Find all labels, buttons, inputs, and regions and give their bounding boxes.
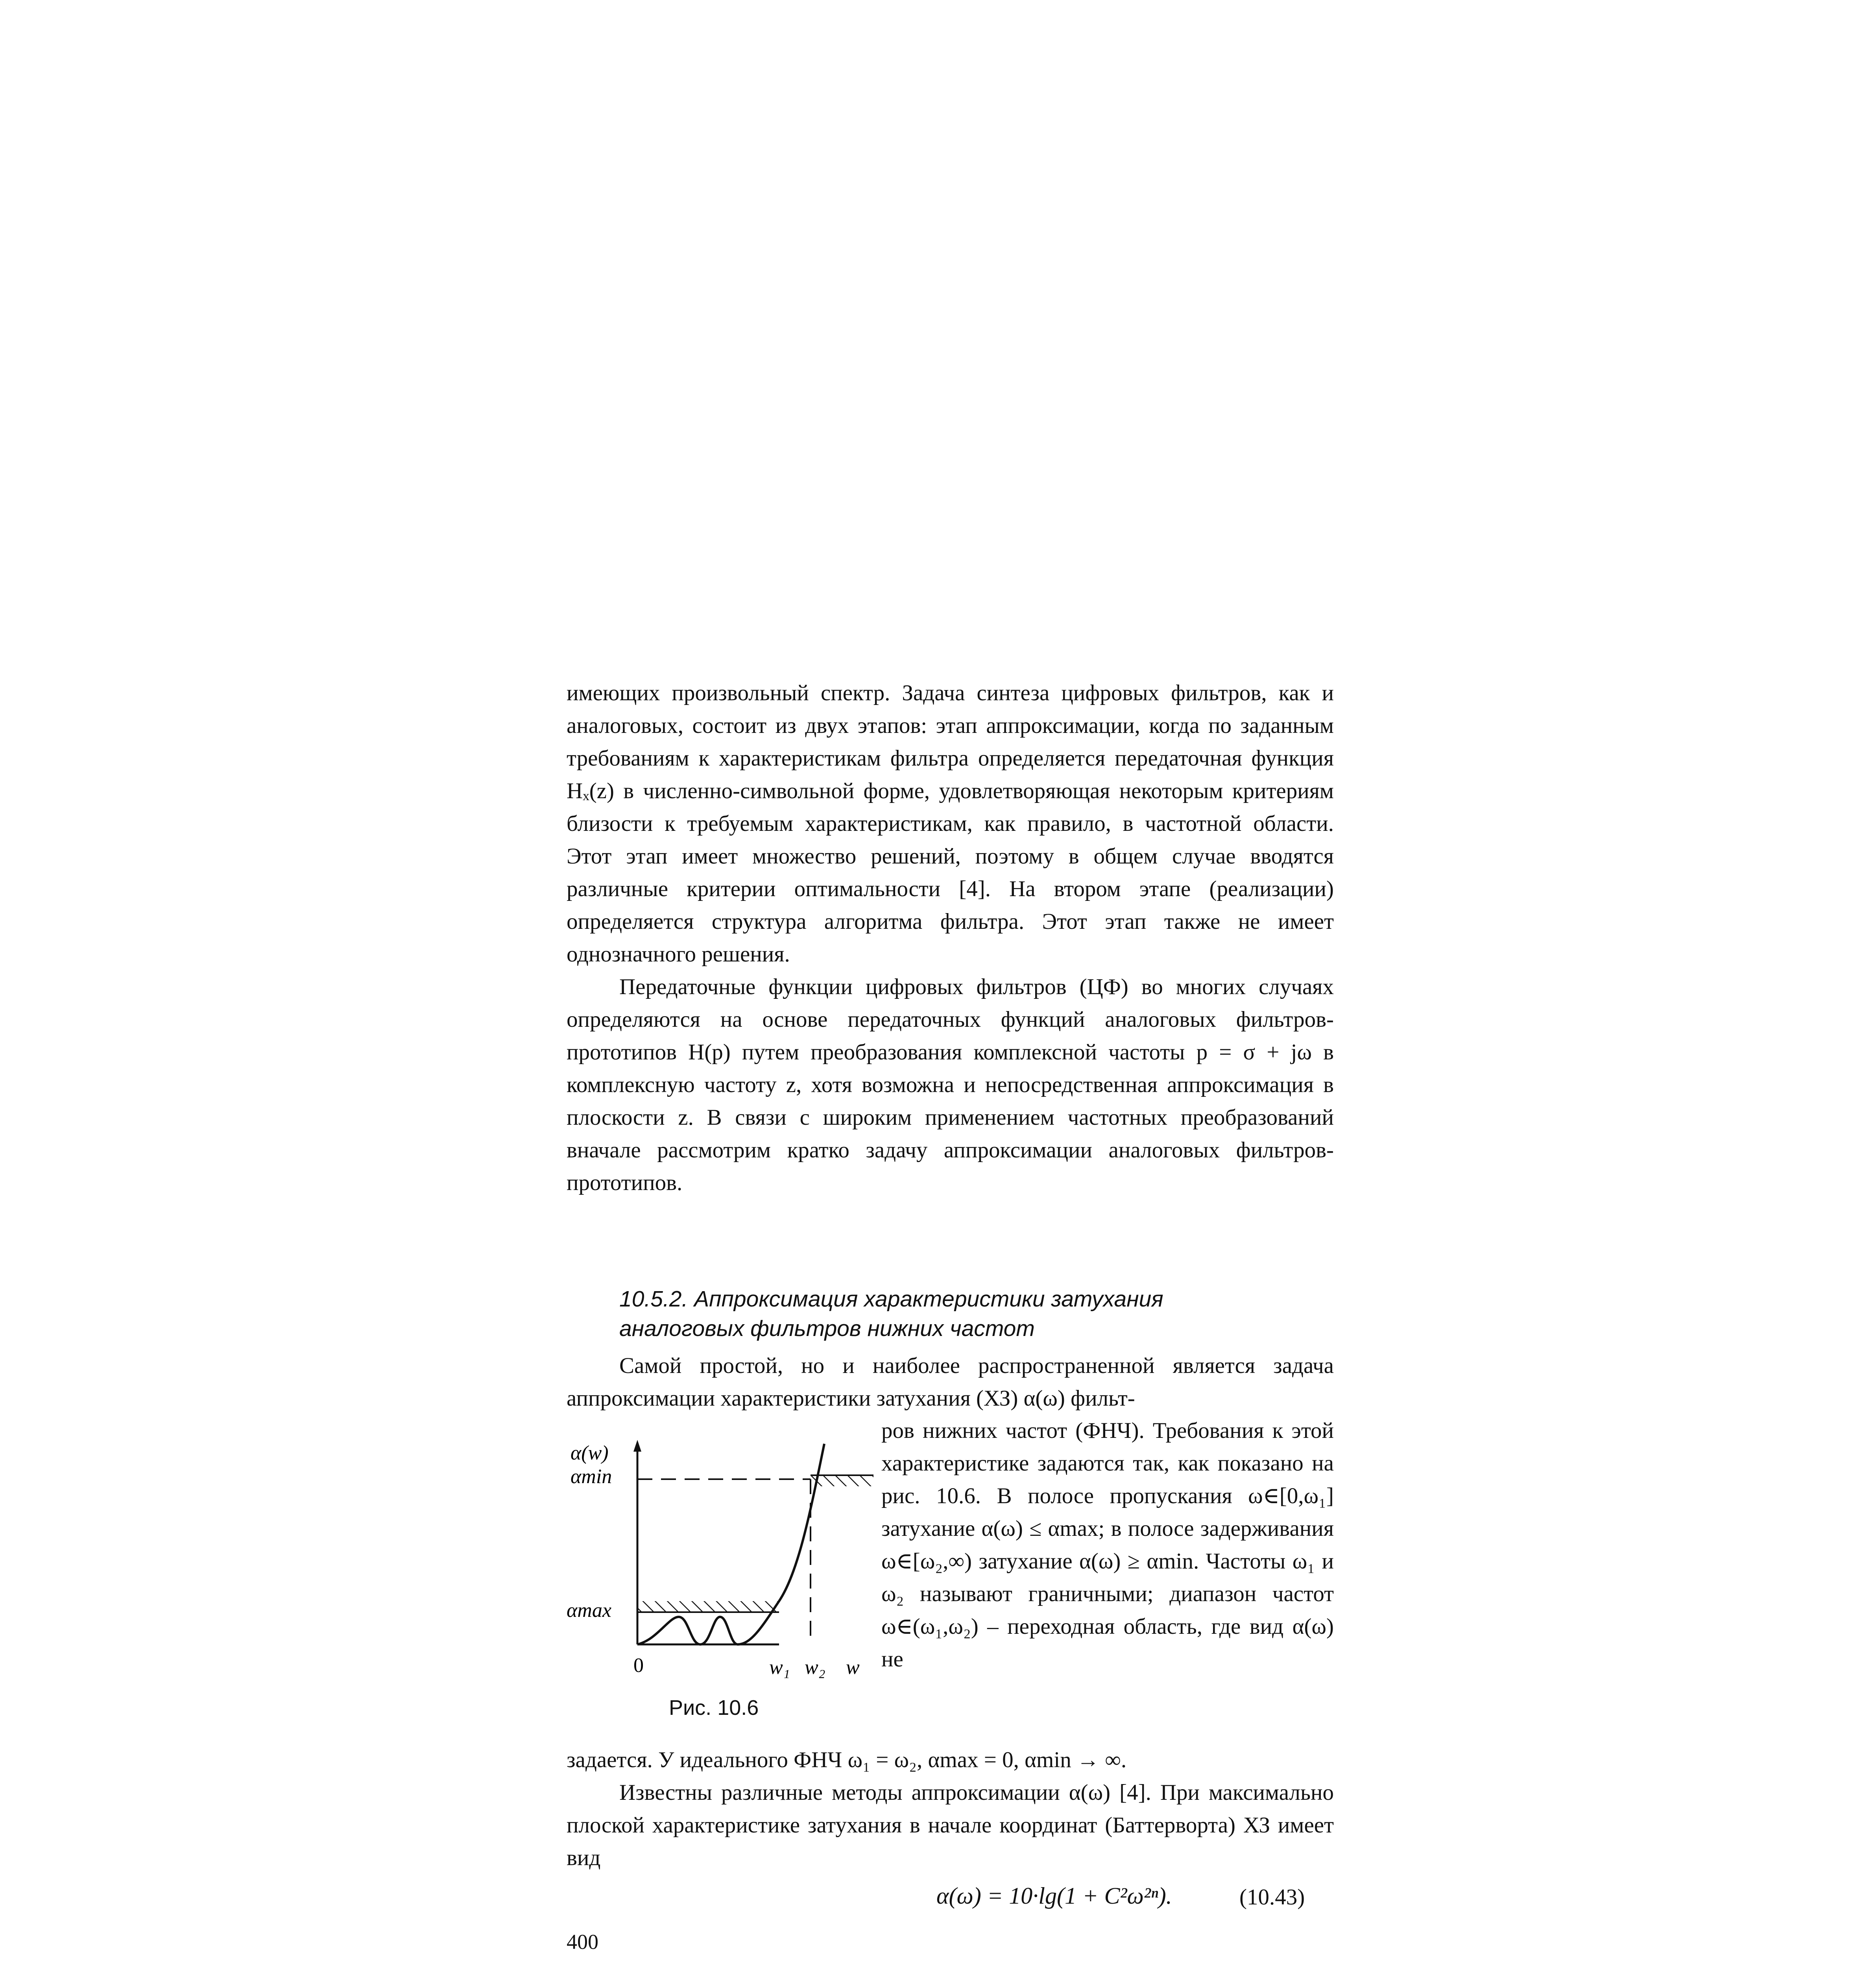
section-heading — [619, 1284, 1328, 1343]
figure-caption: Рис. 10.6 — [669, 1696, 759, 1720]
body-text-bottom — [567, 1744, 1334, 1874]
equation-number: (10.43) — [1239, 1885, 1305, 1910]
y-axis-arrow — [633, 1440, 641, 1452]
figure-10-6 — [559, 1432, 873, 1692]
alpha-min-label: αmin — [571, 1465, 612, 1488]
passband-hatch — [637, 1601, 779, 1612]
equation-10-43 — [936, 1882, 1172, 1910]
alpha-max-label: αmax — [567, 1599, 611, 1622]
section-heading-line-2: аналоговых фильтров нижних частот — [619, 1316, 1035, 1341]
paragraph-3-start — [567, 1349, 1334, 1415]
paragraph-1: имеющих произвольный спектр. Задача синтеза цифровых фильтров, как и аналоговых, состоит из двух этапов: этап аппроксимации, когда по заданным требованиям к характеристикам фильтра определяется передаточная функция Hₓ(z) в численно-символьной форме, удовлетворяющая некоторым критериям близости к требуемым характеристикам, как правило, в частотной области. Этот этап имеет множество решений, поэтому в общем случае вводятся различные критерии оптимальности [4]. На втором этапе (реализации) определяется структура алгоритма фильтра. Этот этап также не имеет однозначного решения. — [567, 681, 1334, 967]
paragraph-4: Известны различные методы аппроксимации α(ω) [4]. При максимально плоской характеристике затухания в начале координат (Баттерворта) ХЗ имеет вид — [567, 1780, 1334, 1870]
paragraph-2: Передаточные функции цифровых фильтров (ЦФ) во многих случаях определяются на основе передаточных функций аналоговых фильтров-прототипов H(p) путем преобразования комплексной частоты p = σ + jω в комплексную частоту z, хотя возможна и непосредственная аппроксимация в плоскости z. В связи с широким применением частотных преобразований вначале рассмотрим кратко задачу аппроксимации аналоговых фильтров-прототипов. — [567, 974, 1334, 1195]
w-axis-label: w — [846, 1656, 860, 1679]
paragraph-3-end: задается. У идеального ФНЧ ω₁ = ω₂, αmax = 0, αmin → ∞. — [567, 1747, 1127, 1772]
body-text-top — [567, 677, 1334, 1199]
w1-label: w₁ — [769, 1656, 790, 1679]
section-heading-line-1: 10.5.2. Аппроксимация характеристики затухания — [619, 1286, 1163, 1312]
paragraph-3-wrap: ров нижних частот (ФНЧ). Требования к этой характеристике задаются так, как показано на рис. 10.6. В полосе пропускания ω∈[0,ω₁] затухание α(ω) ≤ αmax; в полосе задерживания ω∈[ω₂,∞) затухание α(ω) ≥ αmin. Частоты ω₁ и ω₂ называют граничными; диапазон частот ω∈(ω₁,ω₂) – переходная область, где вид α(ω) не — [881, 1418, 1334, 1672]
w2-label: w₂ — [805, 1656, 825, 1679]
equation-formula: α(ω) = 10·lg(1 + C²ω²ⁿ). — [936, 1883, 1172, 1909]
page-number: 400 — [567, 1930, 598, 1954]
attenuation-curve — [637, 1444, 824, 1644]
origin-label: 0 — [633, 1654, 644, 1677]
stopband-hatch — [811, 1475, 873, 1486]
y-axis-label: α(w) — [571, 1442, 609, 1464]
paragraph-3-full-lines: Самой простой, но и наиболее распространенной является задача аппроксимации характеристики затухания (ХЗ) α(ω) фильт- — [567, 1353, 1334, 1411]
